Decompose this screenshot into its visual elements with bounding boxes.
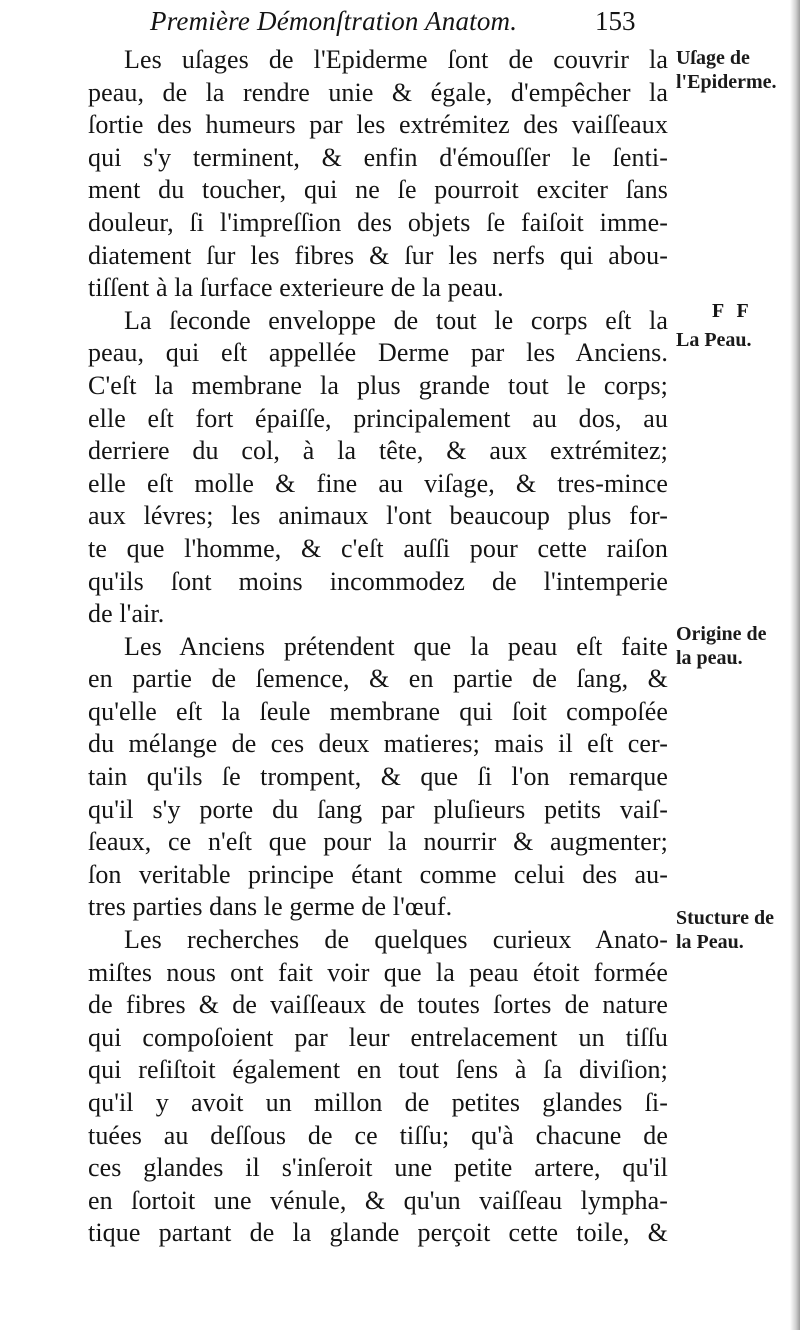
text-line: qu'elle eſt la ſeule membrane qui ſoit compoſée (88, 696, 668, 726)
text-line: ſeaux, ce n'eſt que pour la nourrir & augmenter; (88, 827, 668, 857)
text-line: qu'il s'y porte du ſang par pluſieurs petits vaiſ- (88, 794, 668, 824)
paragraph (88, 631, 668, 924)
text-line: La ſeconde enveloppe de tout le corps eſt la (124, 305, 668, 335)
margin-note-origine (676, 622, 794, 670)
margin-note-line: La Peau. (676, 329, 752, 351)
page-header (150, 6, 670, 40)
text-line: aux lévres; les animaux l'ont beaucoup plus for- (88, 501, 668, 531)
margin-note-line: Origine de (676, 623, 767, 645)
margin-note-epiderme (676, 46, 794, 94)
text-line: en partie de ſemence, & en partie de ſang, & (88, 664, 668, 694)
text-line: ſortie des humeurs par les extrémitez des vaiſſeaux (88, 110, 668, 140)
text-line: du mélange de ces deux matieres; mais il eſt cer- (88, 729, 668, 759)
text-line: ces glandes il s'inſeroit une petite artere, qu'il (88, 1153, 668, 1183)
text-line: tain qu'ils ſe trompent, & que ſi l'on remarque (88, 762, 668, 792)
text-line: elle eſt molle & fine au viſage, & tres-mince (88, 468, 668, 498)
text-line: en ſortoit une vénule, & qu'un vaiſſeau lympha- (88, 1185, 668, 1215)
text-line: miſtes nous ont fait voir que la peau étoit formée (88, 957, 668, 987)
margin-note-line: la Peau. (676, 931, 744, 953)
text-line: tiſſent à la ſurface exterieure de la peau. (88, 273, 504, 303)
text-line: Les Anciens prétendent que la peau eſt faite (124, 631, 668, 661)
main-text (88, 44, 668, 1250)
text-line: de fibres & de vaiſſeaux de toutes ſortes de nature (88, 990, 668, 1020)
margin-note-line: l'Epiderme. (676, 71, 777, 93)
margin-note-peau (676, 328, 794, 352)
paragraph (88, 924, 668, 1250)
text-line: tres parties dans le germe de l'œuf. (88, 892, 453, 922)
text-line: C'eſt la membrane la plus grande tout le corps; (88, 370, 668, 400)
text-line: ment du toucher, qui ne ſe pourroit exciter ſans (88, 175, 668, 205)
text-line: diatement ſur les fibres & ſur les nerfs qui abou- (88, 240, 668, 270)
margin-note-line: Stucture de (676, 907, 774, 929)
text-line: qu'il y avoit un millon de petites glandes ſi- (88, 1088, 668, 1117)
text-line: qui reſiſtoit également en tout ſens à ſa diviſion; (88, 1055, 668, 1085)
text-line: Les recherches de quelques curieux Anato- (124, 925, 668, 955)
text-line: peau, qui eſt appellée Derme par les Anciens. (88, 338, 668, 368)
text-line: elle eſt fort épaiſſe, principalement au dos, au (88, 403, 668, 433)
text-line: tique partant de la glande perçoit cette toile, & (88, 1218, 668, 1248)
page-number: 153 (595, 6, 636, 36)
text-line: douleur, ſi l'impreſſion des objets ſe faiſoit imme- (88, 207, 668, 237)
text-line: Les uſages de l'Epiderme ſont de couvrir la (124, 45, 668, 74)
margin-note-line: Uſage de (676, 47, 750, 69)
text-line: qui compoſoient par leur entrelacement un tiſſu (88, 1022, 668, 1052)
text-line: qui s'y terminent, & enfin d'émouſſer le ſenti- (88, 142, 668, 172)
signature-mark: F F (712, 300, 753, 322)
margin-note-line: la peau. (676, 647, 743, 669)
text-line: ſon veritable principe étant comme celui des au- (88, 859, 668, 889)
paragraph (88, 305, 668, 631)
margin-note-structure (676, 906, 794, 954)
paragraph (88, 44, 668, 305)
text-line: te que l'homme, & c'eſt auſſi pour cette raiſon (88, 533, 668, 563)
running-head: Première Démonſtration Anatom. (150, 6, 518, 36)
text-line: de l'air. (88, 599, 165, 629)
text-line: qu'ils ſont moins incommodez de l'intemperie (88, 566, 668, 596)
text-line: tuées au deſſous de ce tiſſu; qu'à chacune de (88, 1120, 668, 1150)
text-line: derriere du col, à la tête, & aux extrémitez; (88, 436, 668, 466)
text-line: peau, de la rendre unie & égale, d'empêcher la (88, 77, 668, 107)
